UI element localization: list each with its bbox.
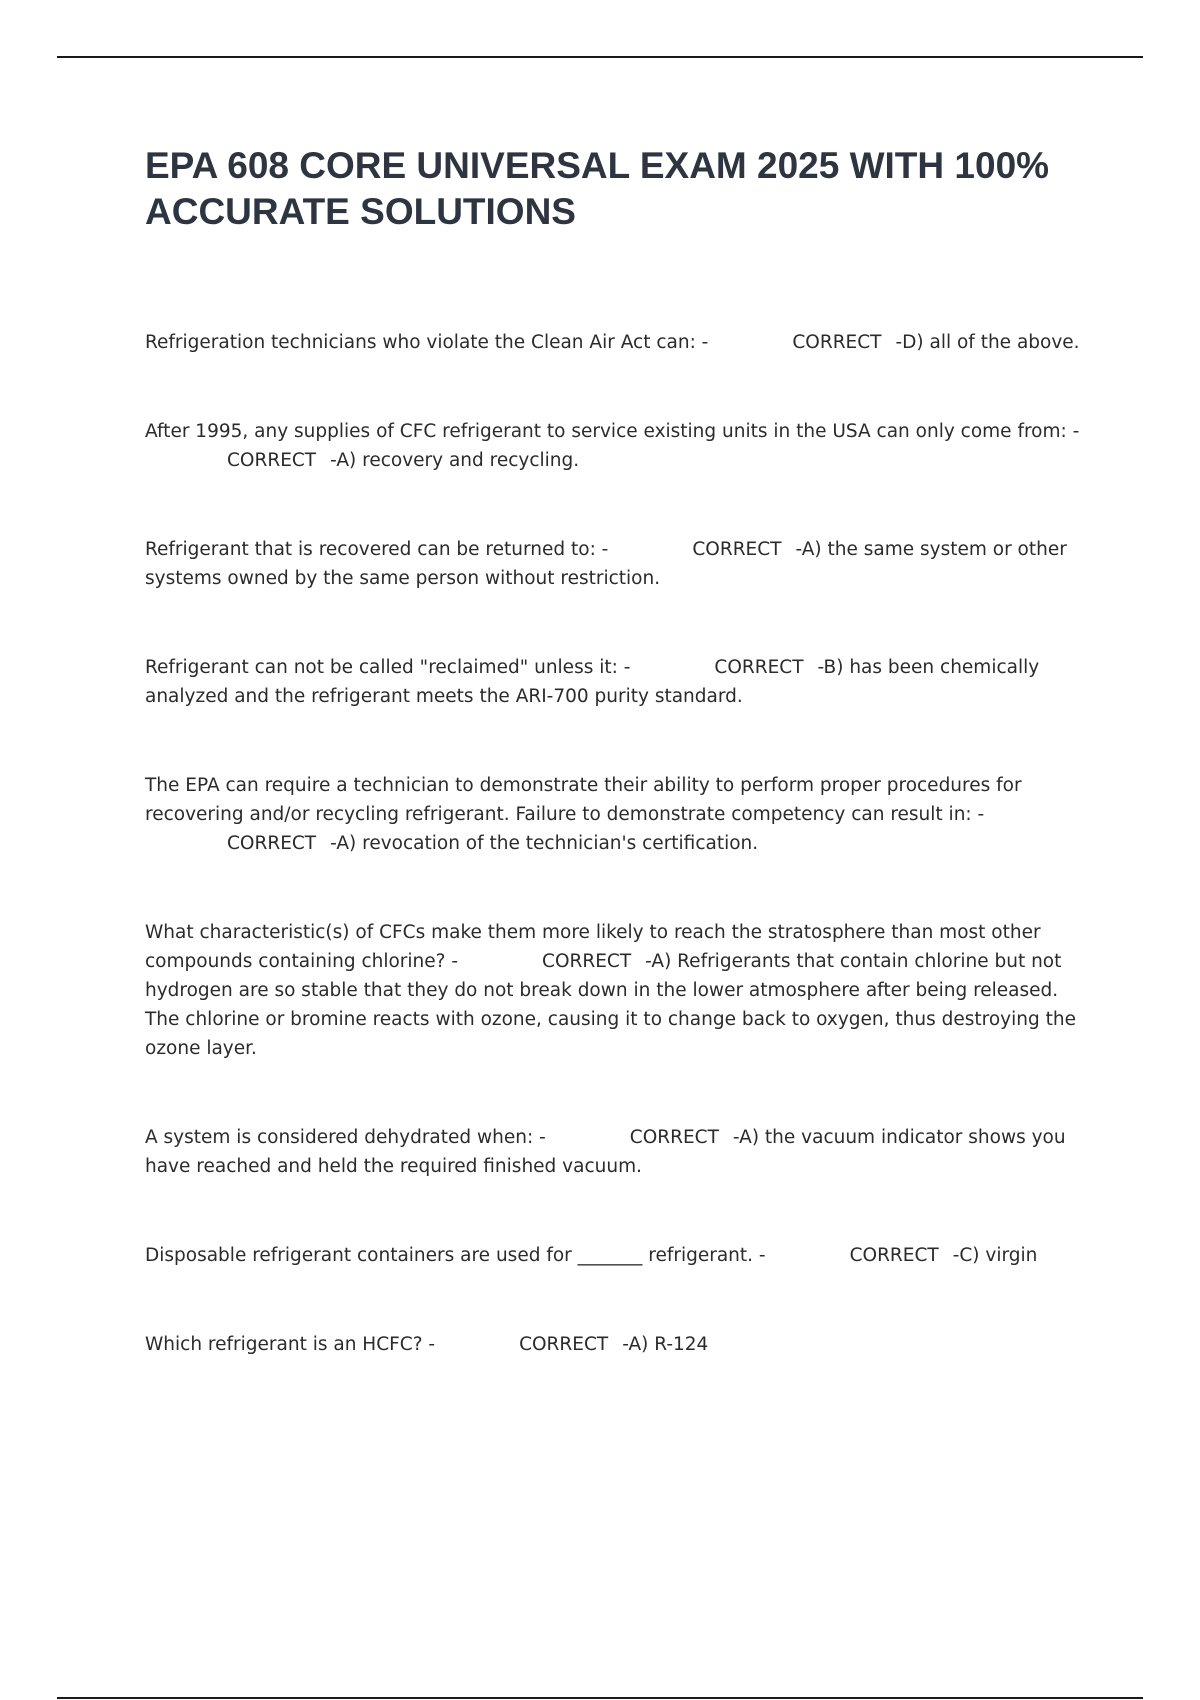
question-text: Refrigerant can not be called "reclaimed" unless it: - bbox=[145, 657, 631, 678]
answer-text: -A) the vacuum indicator shows you have reached and held the required finished vacuum. bbox=[145, 1127, 1066, 1177]
bottom-rule bbox=[57, 1697, 1143, 1699]
answer-text: -A) R-124 bbox=[622, 1334, 709, 1355]
correct-label: CORRECT bbox=[227, 450, 317, 471]
question-text: Refrigeration technicians who violate the Clean Air Act can: - bbox=[145, 332, 709, 353]
question-text: What characteristic(s) of CFCs make them more likely to reach the stratosphere than most other compounds containing chlorine? - bbox=[145, 922, 1041, 972]
correct-label: CORRECT bbox=[714, 657, 804, 678]
answer-text: -A) Refrigerants that contain chlorine but not hydrogen are so stable that they do not break down in the lower atmosphere after being released. The chlorine or bromine reacts with ozone, causing it to change back to oxygen, thus destroying the ozone layer. bbox=[145, 951, 1076, 1059]
answer-text: -B) has been chemically analyzed and the refrigerant meets the ARI-700 purity standard. bbox=[145, 657, 1040, 707]
qa-item bbox=[145, 918, 1085, 1063]
qa-item bbox=[145, 653, 1085, 711]
qa-item bbox=[145, 1241, 1085, 1270]
answer-text: -A) the same system or other systems owned by the same person without restriction. bbox=[145, 539, 1067, 589]
correct-label: CORRECT bbox=[792, 332, 882, 353]
document-title: EPA 608 CORE UNIVERSAL EXAM 2025 WITH 100% ACCURATE SOLUTIONS bbox=[145, 145, 1050, 232]
correct-label: CORRECT bbox=[849, 1245, 939, 1266]
question-text: A system is considered dehydrated when: - bbox=[145, 1127, 546, 1148]
qa-item bbox=[145, 771, 1085, 858]
qa-item bbox=[145, 1123, 1085, 1181]
top-rule bbox=[57, 56, 1143, 58]
question-text: Which refrigerant is an HCFC? - bbox=[145, 1334, 436, 1355]
answer-text: -A) recovery and recycling. bbox=[330, 450, 580, 471]
qa-item bbox=[145, 417, 1085, 475]
qa-item bbox=[145, 535, 1085, 593]
correct-label: CORRECT bbox=[227, 833, 317, 854]
answer-text: -A) revocation of the technician's certification. bbox=[330, 833, 759, 854]
qa-item bbox=[145, 328, 1085, 357]
question-list bbox=[145, 328, 1085, 1419]
question-text: Disposable refrigerant containers are used for _______ refrigerant. - bbox=[145, 1245, 766, 1266]
answer-text: -D) all of the above. bbox=[895, 332, 1080, 353]
question-text: After 1995, any supplies of CFC refrigerant to service existing units in the USA can only come from: - bbox=[145, 421, 1080, 442]
answer-text: -C) virgin bbox=[952, 1245, 1038, 1266]
question-text: The EPA can require a technician to demonstrate their ability to perform proper procedures for recovering and/or recycling refrigerant. Failure to demonstrate competency can result in: - bbox=[145, 775, 1022, 825]
qa-item bbox=[145, 1330, 1085, 1359]
correct-label: CORRECT bbox=[692, 539, 782, 560]
question-text: Refrigerant that is recovered can be returned to: - bbox=[145, 539, 609, 560]
correct-label: CORRECT bbox=[519, 1334, 609, 1355]
correct-label: CORRECT bbox=[629, 1127, 719, 1148]
correct-label: CORRECT bbox=[542, 951, 632, 972]
